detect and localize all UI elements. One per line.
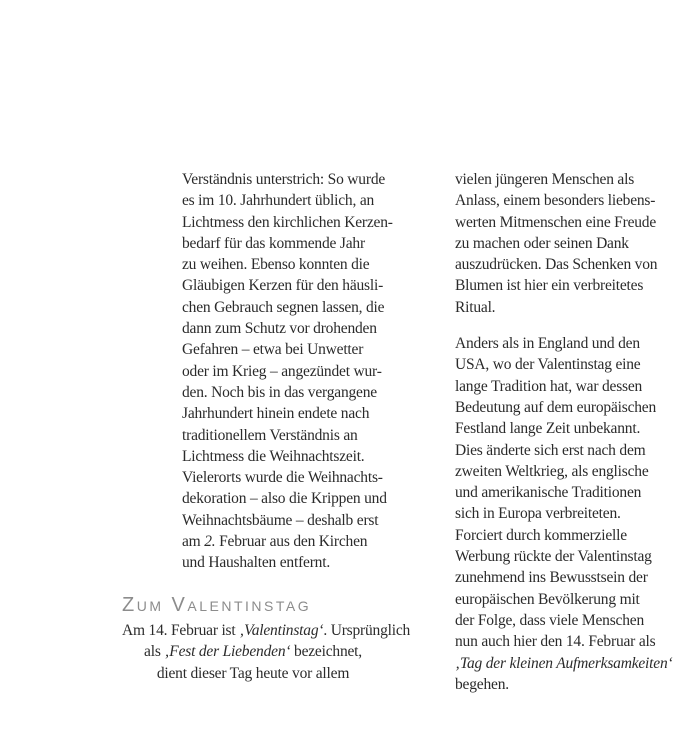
text: traditionellem Verständnis an	[182, 426, 358, 444]
text-line	[182, 382, 400, 403]
text-line	[182, 297, 400, 318]
text: chen Gebrauch segnen lassen, die	[182, 298, 385, 316]
text-line	[455, 567, 677, 588]
text: oder im Krieg – angezündet wur-	[182, 362, 382, 380]
text-line	[455, 482, 677, 503]
text: Werbung rückte der Valentinstag	[455, 548, 652, 566]
text-line	[455, 212, 677, 233]
text: nun auch hier den 14. Februar als	[455, 633, 656, 651]
text-line	[182, 488, 400, 509]
italic-text: ‚Valentinstag‘	[239, 622, 324, 639]
text-line	[455, 254, 677, 275]
text-line	[182, 510, 400, 531]
text-line	[455, 503, 677, 524]
text-line	[182, 233, 400, 254]
text: . Ursprünglich	[323, 622, 411, 639]
text: als	[144, 643, 165, 661]
paragraph	[455, 333, 677, 695]
text-line	[182, 254, 400, 275]
right-column-text	[455, 169, 677, 695]
text-line	[182, 169, 400, 190]
text: Festland lange Zeit unbekannt.	[455, 420, 641, 438]
text-line	[455, 354, 677, 375]
text: Gläubigen Kerzen für den häusli-	[182, 277, 384, 295]
text: zu weihen. Ebenso konnten die	[182, 256, 370, 274]
text-line	[455, 297, 677, 318]
text: Gefahren – etwa bei Unwetter	[182, 341, 364, 359]
text-line	[182, 212, 400, 233]
text-line	[182, 425, 400, 446]
text-line	[455, 440, 677, 461]
text-line	[455, 589, 677, 610]
text-line	[455, 275, 677, 296]
text: bezeichnet,	[294, 643, 362, 661]
text-line	[182, 552, 400, 573]
text: es im 10. Jahrhundert üblich, an	[182, 192, 375, 210]
text: lange Tradition hat, war dessen	[455, 377, 643, 395]
intro-paragraph	[122, 620, 411, 684]
text-line	[455, 418, 677, 439]
text: Blumen ist hier ein verbreitetes	[455, 277, 644, 295]
text: zu machen oder seinen Dank	[455, 234, 629, 252]
text-line	[455, 397, 677, 418]
text: am	[182, 533, 205, 551]
text: sich in Europa verbreiteten.	[455, 505, 621, 523]
text-line	[455, 631, 677, 652]
text: zweiten Weltkrieg, als englische	[455, 462, 649, 480]
text: Bedeutung auf dem europäischen	[455, 398, 657, 416]
text: dient dieser Tag heute vor allem	[156, 664, 350, 682]
text: Anders als in England und den	[455, 335, 640, 353]
text: Ritual.	[455, 298, 496, 316]
text: Weihnachtsbäume – deshalb erst	[182, 511, 379, 529]
text: und amerikanische Traditionen	[455, 484, 642, 502]
text-line	[182, 190, 400, 211]
text-line	[122, 663, 384, 684]
text: europäischen Bevölkerung mit	[455, 590, 640, 608]
text: der Folge, dass viele Menschen	[455, 611, 644, 629]
text-line	[182, 361, 400, 382]
section-heading: Zum Valentinstag	[122, 594, 312, 616]
text: Lichtmess den kirchlichen Kerzen-	[182, 213, 393, 231]
text-line	[455, 376, 677, 397]
text: Vielerorts wurde die Weihnachts-	[182, 469, 383, 487]
text-line	[182, 339, 400, 360]
text-line	[455, 233, 677, 254]
text: begehen.	[455, 675, 509, 693]
left-column-text	[182, 169, 400, 574]
italic-text: ‚Fest der Liebenden‘	[164, 643, 295, 661]
text: Februar aus den Kirchen	[215, 533, 368, 551]
text-line	[182, 403, 400, 424]
text-line	[455, 546, 677, 567]
text-line	[455, 674, 677, 695]
text: auszudrücken. Das Schenken von	[455, 256, 658, 274]
text: den. Noch bis in das vergangene	[182, 383, 377, 401]
text-line	[182, 531, 400, 552]
text-line	[455, 190, 677, 211]
text: USA, wo der Valentinstag eine	[455, 356, 641, 374]
text: Dies änderte sich erst nach dem	[455, 441, 646, 459]
text-line	[182, 446, 400, 467]
text: dann zum Schutz vor drohenden	[182, 320, 377, 338]
text-line	[122, 620, 411, 641]
text: Lichtmess die Weihnachtszeit.	[182, 447, 365, 465]
italic-text: ‚Tag der kleinen Aufmerksamkeiten‘	[455, 654, 673, 672]
text: vielen jüngeren Menschen als	[455, 171, 635, 188]
text-line	[455, 610, 677, 631]
text: und Haushalten entfernt.	[182, 554, 330, 572]
text: Am 14. Februar ist	[122, 622, 240, 639]
text-line	[455, 461, 677, 482]
text: bedarf für das kommende Jahr	[182, 234, 365, 252]
text-line	[455, 653, 677, 674]
paragraph	[455, 169, 677, 318]
text: dekoration – also die Krippen und	[182, 490, 387, 508]
text-line	[455, 525, 677, 546]
text: Jahrhundert hinein endete nach	[182, 405, 370, 423]
text: Anlass, einem besonders liebens-	[455, 192, 656, 210]
text: Forciert durch kommerzielle	[455, 526, 627, 544]
text-line	[182, 467, 400, 488]
text-line	[455, 333, 677, 354]
text: werten Mitmenschen eine Freude	[455, 213, 657, 231]
italic-text: 2.	[204, 533, 216, 551]
text-line	[182, 318, 400, 339]
text-line	[455, 169, 677, 190]
text-line	[182, 275, 400, 296]
text-line	[122, 641, 384, 662]
text: Verständnis unterstrich: So wurde	[182, 171, 386, 188]
text: zunehmend ins Bewusstsein der	[455, 569, 648, 587]
